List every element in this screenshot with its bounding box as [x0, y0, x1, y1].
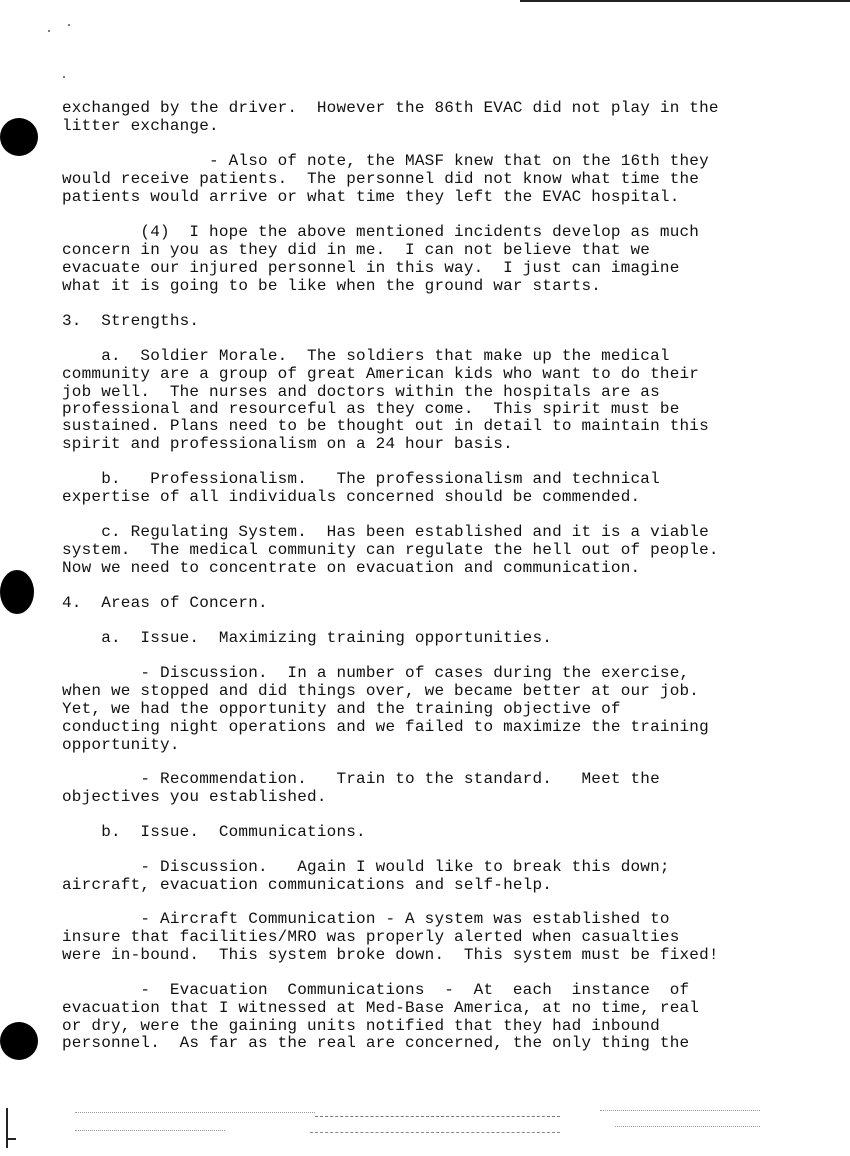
text-line: conducting night operations and we failed to maximize the training: [62, 718, 709, 736]
binder-hole: [0, 118, 38, 156]
text-line: community are a group of great American kids who want to do their: [62, 365, 700, 383]
text-line: expertise of all individuals concerned should be commended.: [62, 488, 641, 506]
text-line: what it is going to be like when the ground war starts.: [62, 277, 602, 295]
scan-edge-line: [520, 0, 850, 2]
text-line: - Recommendation. Train to the standard. Meet the: [62, 770, 660, 788]
text-line: evacuation that I witnessed at Med-Base America, at no time, real: [62, 999, 700, 1017]
text-line: objectives you established.: [62, 788, 327, 806]
scan-speck: [68, 24, 70, 26]
text-line: evacuate our injured personnel in this way. I just can imagine: [62, 259, 680, 277]
text-line: - Discussion. Again I would like to break this down;: [62, 858, 670, 876]
scan-noise: [310, 1132, 560, 1134]
text-line: - Evacuation Communications - At each instance of: [62, 981, 690, 999]
text-line: exchanged by the driver. However the 86th EVAC did not play in the: [62, 99, 719, 117]
text-line: when we stopped and did things over, we became better at our job.: [62, 682, 700, 700]
text-line: c. Regulating System. Has been established and it is a viable: [62, 523, 709, 541]
text-line: insure that facilities/MRO was properly alerted when casualties: [62, 928, 680, 946]
text-line: would receive patients. The personnel did not know what time the: [62, 170, 700, 188]
text-line: professional and resourceful as they come. This spirit must be: [62, 400, 680, 418]
text-line: or dry, were the gaining units notified that they had inbound: [62, 1017, 660, 1035]
text-line: Yet, we had the opportunity and the training objective of: [62, 700, 621, 718]
text-line: b. Issue. Communications.: [62, 823, 366, 841]
binder-hole: [0, 570, 34, 614]
text-line: concern in you as they did in me. I can not believe that we: [62, 241, 651, 259]
text-line: (4) I hope the above mentioned incidents develop as much: [62, 223, 700, 241]
scan-noise: [75, 1130, 225, 1132]
scan-edge-mark: [6, 1108, 8, 1148]
text-line: - Also of note, the MASF knew that on the 16th they: [62, 152, 709, 170]
text-line: aircraft, evacuation communications and self-help.: [62, 876, 553, 894]
scan-noise: [315, 1116, 560, 1118]
text-line: were in-bound. This system broke down. This system must be fixed!: [62, 946, 719, 964]
text-line: b. Professionalism. The professionalism and technical: [62, 470, 660, 488]
text-line: spirit and professionalism on a 24 hour basis.: [62, 435, 513, 453]
scan-speck: [48, 30, 50, 32]
scan-noise: [615, 1126, 760, 1128]
text-line: - Aircraft Communication - A system was established to: [62, 910, 670, 928]
scan-noise: [75, 1112, 315, 1114]
text-line: personnel. As far as the real are concerned, the only thing the: [62, 1034, 690, 1052]
text-line: a. Issue. Maximizing training opportunities.: [62, 629, 553, 647]
binder-hole: [0, 1022, 38, 1060]
text-line: job well. The nurses and doctors within the hospitals are as: [62, 383, 660, 401]
section-heading: 3. Strengths.: [62, 312, 200, 330]
scan-edge-mark: [6, 1138, 16, 1140]
text-line: patients would arrive or what time they left the EVAC hospital.: [62, 188, 680, 206]
scan-speck: [63, 76, 65, 78]
scan-noise: [600, 1110, 760, 1112]
text-line: system. The medical community can regulate the hell out of people.: [62, 541, 719, 559]
section-heading: 4. Areas of Concern.: [62, 594, 268, 612]
text-line: sustained. Plans need to be thought out in detail to maintain this: [62, 417, 709, 435]
text-line: - Discussion. In a number of cases during the exercise,: [62, 664, 690, 682]
text-line: Now we need to concentrate on evacuation and communication.: [62, 559, 641, 577]
text-line: opportunity.: [62, 736, 180, 754]
text-line: litter exchange.: [62, 117, 219, 135]
text-line: a. Soldier Morale. The soldiers that make up the medical: [62, 347, 670, 365]
